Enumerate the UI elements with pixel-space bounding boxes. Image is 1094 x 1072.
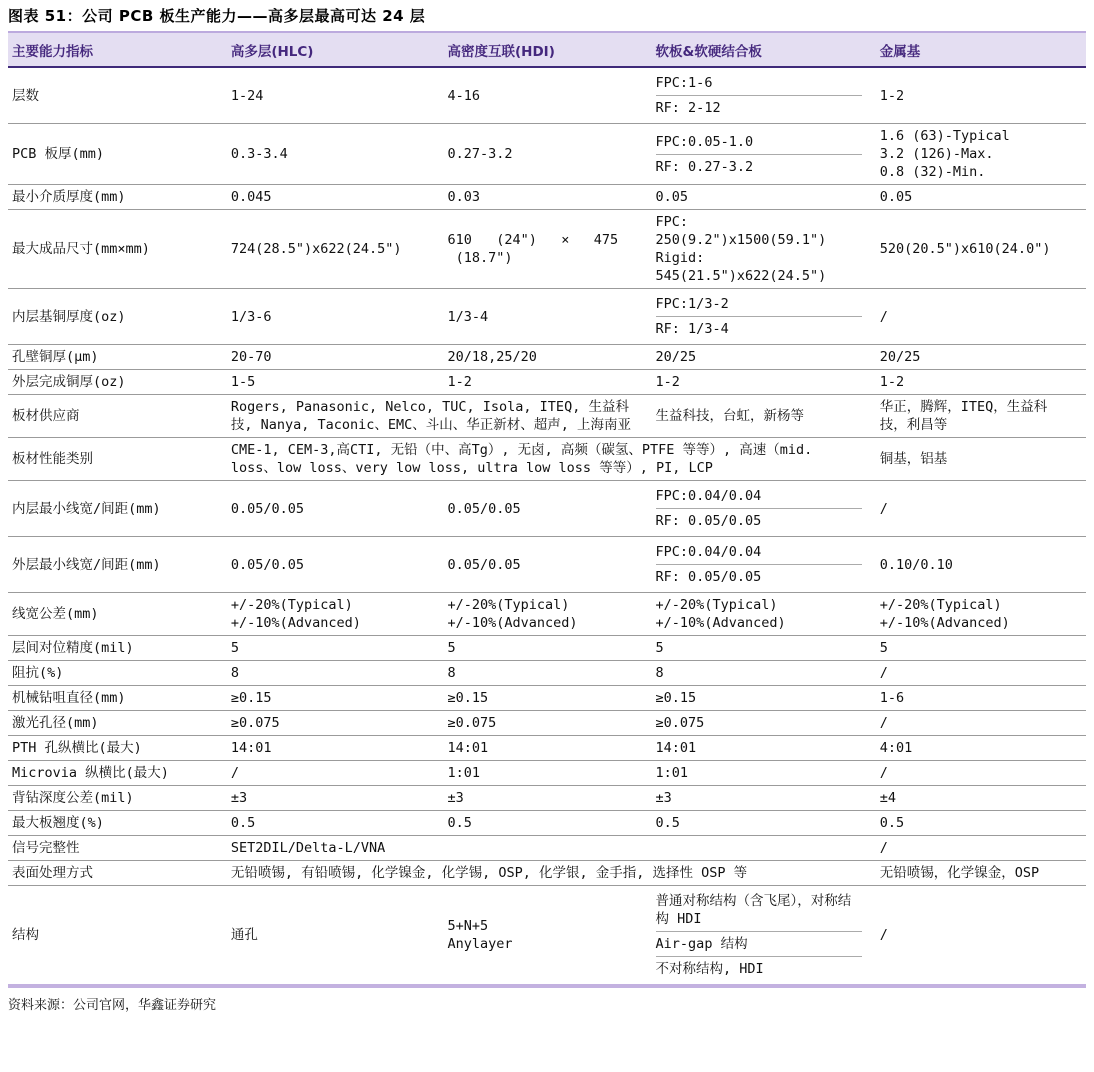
pcb-capability-table	[8, 31, 1086, 988]
table-cell	[876, 124, 1086, 185]
sub-cell: RF: 2-12	[655, 100, 721, 116]
table-cell: /	[876, 836, 1086, 861]
table-cell	[652, 593, 876, 636]
table-cell: ±3	[652, 786, 876, 811]
row-label: 孔壁铜厚(μm)	[8, 345, 227, 370]
table-cell: 无铅喷锡, 有铅喷锡, 化学镍金, 化学锡, OSP, 化学银, 金手指, 选择性 OSP 等	[227, 861, 876, 886]
column-header: 高多层(HLC)	[227, 32, 444, 67]
table-row	[8, 886, 1086, 987]
sub-cell: RF: 0.05/0.05	[655, 513, 762, 529]
sub-cell: RF: 0.05/0.05	[655, 569, 762, 585]
table-cell: 20/25	[652, 345, 876, 370]
table-cell: 1-2	[876, 370, 1086, 395]
table-cell: /	[876, 481, 1086, 537]
table-cell: 8	[444, 661, 652, 686]
row-label: 层间对位精度(mil)	[8, 636, 227, 661]
table-row	[8, 210, 1086, 289]
cell-line: +/-20%(Typical)	[655, 597, 778, 613]
table-cell	[227, 593, 444, 636]
sub-cell: Air-gap 结构	[656, 932, 862, 957]
table-cell	[652, 481, 876, 537]
table-cell: ≥0.075	[652, 711, 876, 736]
table-cell: 14:01	[444, 736, 652, 761]
table-cell: ±3	[444, 786, 652, 811]
table-row	[8, 761, 1086, 786]
cell-line: 1.6 (63)-Typical	[879, 128, 1010, 144]
table-cell: ≥0.075	[444, 711, 652, 736]
cell-line: 3.2 (126)-Max.	[879, 146, 994, 162]
table-cell	[652, 67, 876, 124]
table-cell: 1:01	[444, 761, 652, 786]
table-cell: 14:01	[652, 736, 876, 761]
table-cell: 1/3-6	[227, 289, 444, 345]
table-cell: 724(28.5")x622(24.5")	[227, 210, 444, 289]
table-cell: /	[876, 711, 1086, 736]
table-cell: 0.05/0.05	[444, 481, 652, 537]
header-row	[8, 32, 1086, 67]
table-cell: 1:01	[652, 761, 876, 786]
row-label: 板材性能类别	[8, 438, 227, 481]
table-cell: CME-1, CEM-3,高CTI, 无铅（中、高Tg）, 无卤, 高频（碳氢、PTFE 等等）, 高速（mid. loss、low loss、very low loss, ultra low loss 等等）, PI, LCP	[227, 438, 876, 481]
table-cell: 0.5	[444, 811, 652, 836]
table-cell: 0.05/0.05	[227, 481, 444, 537]
table-cell: 0.045	[227, 185, 444, 210]
column-header: 金属基	[876, 32, 1086, 67]
table-row	[8, 185, 1086, 210]
cell-line: 545(21.5")x622(24.5")	[655, 268, 827, 284]
table-cell: 铜基，铝基	[876, 438, 1086, 481]
table-row	[8, 370, 1086, 395]
row-label: PCB 板厚(mm)	[8, 124, 227, 185]
sub-cell: FPC:0.04/0.04	[656, 484, 862, 509]
table-cell: SET2DIL/Delta-L/VNA	[227, 836, 876, 861]
sub-cell: RF: 0.27-3.2	[655, 158, 754, 175]
table-cell: 0.05	[876, 185, 1086, 210]
cell-line: (18.7")	[447, 250, 513, 266]
table-cell: 0.5	[876, 811, 1086, 836]
table-cell: 20/25	[876, 345, 1086, 370]
table-cell: 无铅喷锡，化学镍金，OSP	[876, 861, 1086, 886]
row-label: 外层完成铜厚(oz)	[8, 370, 227, 395]
row-label: 内层最小线宽/间距(mm)	[8, 481, 227, 537]
table-cell: 0.05/0.05	[444, 537, 652, 593]
table-cell: /	[876, 661, 1086, 686]
table-cell: 1-6	[876, 686, 1086, 711]
cell-line: +/-10%(Advanced)	[230, 615, 361, 631]
sub-cell: FPC:0.04/0.04	[656, 540, 862, 565]
table-cell: 1-2	[652, 370, 876, 395]
table-cell: 20/18,25/20	[444, 345, 652, 370]
table-cell: 5	[652, 636, 876, 661]
table-row	[8, 861, 1086, 886]
table-cell: 1/3-4	[444, 289, 652, 345]
cell-line: +/-20%(Typical)	[230, 597, 353, 613]
row-label: PTH 孔纵横比(最大)	[8, 736, 227, 761]
table-row	[8, 124, 1086, 185]
row-label: 层数	[8, 67, 227, 124]
table-cell: 0.27-3.2	[444, 124, 652, 185]
cell-line: 610 (24") × 475	[447, 232, 619, 248]
cell-line: +/-20%(Typical)	[879, 597, 1002, 613]
table-cell: 华正，腾辉，ITEQ，生益科技，利昌等	[876, 395, 1086, 438]
cell-line: Rigid:	[655, 250, 705, 266]
table-row	[8, 289, 1086, 345]
cell-line: +/-10%(Advanced)	[655, 615, 786, 631]
table-row	[8, 836, 1086, 861]
source-note: 资料来源：公司官网，华鑫证券研究	[8, 998, 217, 1013]
table-cell: /	[227, 761, 444, 786]
table-row	[8, 636, 1086, 661]
table-cell: 0.10/0.10	[876, 537, 1086, 593]
cell-line: Anylayer	[447, 936, 513, 952]
column-header: 软板&软硬结合板	[652, 32, 876, 67]
table-cell: 5	[876, 636, 1086, 661]
table-cell: 20-70	[227, 345, 444, 370]
table-cell: 0.5	[227, 811, 444, 836]
table-cell: 5	[444, 636, 652, 661]
sub-cell: RF: 1/3-4	[655, 321, 729, 337]
table-cell: Rogers, Panasonic, Nelco, TUC, Isola, ITEQ, 生益科技, Nanya, Taconic、EMC、斗山、华正新材、超声, 上海南亚	[227, 395, 652, 438]
table-cell	[876, 593, 1086, 636]
table-row	[8, 686, 1086, 711]
table-cell	[652, 124, 876, 185]
table-cell	[652, 886, 876, 987]
table-cell: 1-5	[227, 370, 444, 395]
table-row	[8, 481, 1086, 537]
table-row	[8, 593, 1086, 636]
row-label: 背钻深度公差(mil)	[8, 786, 227, 811]
table-cell: ±4	[876, 786, 1086, 811]
table-cell	[652, 289, 876, 345]
sub-cell: 普通对称结构（含飞尾），对称结构 HDI	[656, 889, 862, 932]
row-label: 信号完整性	[8, 836, 227, 861]
table-cell: /	[879, 927, 888, 943]
table-row	[8, 711, 1086, 736]
table-cell: 4:01	[876, 736, 1086, 761]
table-cell: 520(20.5")x610(24.0")	[876, 210, 1086, 289]
table-row	[8, 395, 1086, 438]
cell-line: +/-10%(Advanced)	[879, 615, 1010, 631]
sub-cell: 不对称结构, HDI	[655, 961, 764, 977]
cell-line: 5+N+5	[447, 918, 489, 934]
table-cell: /	[876, 289, 1086, 345]
table-cell: 0.3-3.4	[227, 124, 444, 185]
table-cell	[444, 210, 652, 289]
row-label: 板材供应商	[8, 395, 227, 438]
table-row	[8, 786, 1086, 811]
table-cell: 通孔	[230, 927, 258, 943]
cell-line: +/-10%(Advanced)	[447, 615, 578, 631]
row-label: 外层最小线宽/间距(mm)	[8, 537, 227, 593]
table-cell: 5	[227, 636, 444, 661]
table-row	[8, 537, 1086, 593]
row-label: 内层基铜厚度(oz)	[8, 289, 227, 345]
table-cell	[444, 886, 652, 987]
column-header: 高密度互联(HDI)	[444, 32, 652, 67]
row-label: 最大成品尺寸(mm×mm)	[8, 210, 227, 289]
table-cell: 8	[652, 661, 876, 686]
table-row	[8, 438, 1086, 481]
row-label: 表面处理方式	[8, 861, 227, 886]
row-label: 结构	[12, 927, 39, 943]
table-cell	[652, 537, 876, 593]
column-header: 主要能力指标	[8, 32, 227, 67]
table-cell: ≥0.075	[227, 711, 444, 736]
row-label: 激光孔径(mm)	[8, 711, 227, 736]
row-label: 线宽公差(mm)	[8, 593, 227, 636]
table-row	[8, 345, 1086, 370]
cell-line: 250(9.2")x1500(59.1")	[655, 232, 827, 248]
table-cell: 0.5	[652, 811, 876, 836]
table-row	[8, 67, 1086, 124]
row-label: 阻抗(%)	[8, 661, 227, 686]
table-cell: 生益科技，台虹，新杨等	[652, 395, 876, 438]
sub-cell: FPC:1-6	[656, 71, 862, 96]
table-cell: 0.05/0.05	[227, 537, 444, 593]
table-cell: 1-2	[444, 370, 652, 395]
table-cell: 14:01	[227, 736, 444, 761]
table-row	[8, 811, 1086, 836]
table-cell: ≥0.15	[652, 686, 876, 711]
cell-line: +/-20%(Typical)	[447, 597, 570, 613]
table-cell	[652, 210, 876, 289]
table-cell: 0.05	[652, 185, 876, 210]
table-cell: ±3	[227, 786, 444, 811]
row-label: 最小介质厚度(mm)	[8, 185, 227, 210]
figure-title: 图表 51：公司 PCB 板生产能力——高多层最高可达 24 层	[8, 7, 426, 25]
table-cell	[444, 593, 652, 636]
table-cell: /	[876, 761, 1086, 786]
table-cell: 1-2	[876, 67, 1086, 124]
table-cell: 8	[227, 661, 444, 686]
cell-line: FPC:	[655, 214, 689, 230]
table-body	[8, 67, 1086, 986]
table-cell: 1-24	[227, 67, 444, 124]
row-label: Microvia 纵横比(最大)	[8, 761, 227, 786]
table-cell: ≥0.15	[227, 686, 444, 711]
table-cell: ≥0.15	[444, 686, 652, 711]
sub-cell: FPC:1/3-2	[656, 292, 862, 317]
table-row	[8, 736, 1086, 761]
row-label: 最大板翘度(%)	[8, 811, 227, 836]
table-cell: 0.03	[444, 185, 652, 210]
table-row	[8, 661, 1086, 686]
cell-line: 0.8 (32)-Min.	[879, 164, 986, 180]
row-label: 机械钻咀直径(mm)	[8, 686, 227, 711]
sub-cell: FPC:0.05-1.0	[656, 130, 862, 155]
table-cell: 4-16	[444, 67, 652, 124]
